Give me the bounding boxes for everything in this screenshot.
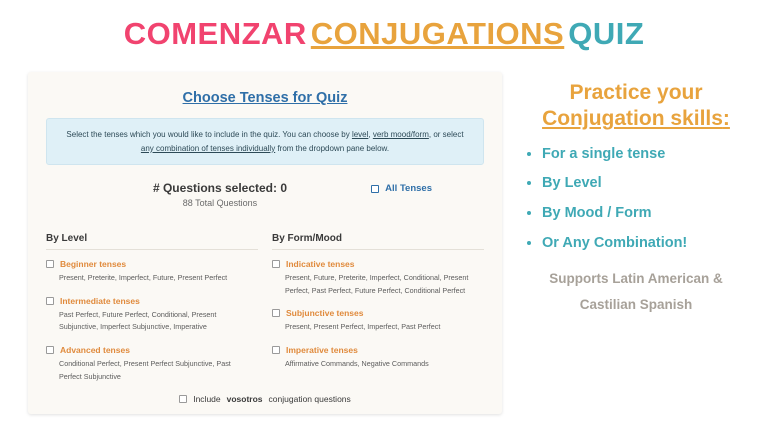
subjunctive-tenses-description: Present, Present Perfect, Imperfect, Past Perfect: [285, 322, 441, 332]
group-imperative-row[interactable]: [272, 345, 484, 355]
right-headline-line2: [512, 106, 760, 132]
vosotros-label-pre: Include: [193, 394, 221, 404]
vosotros-label-bold: vosotros: [226, 394, 263, 404]
title-word-comenzar: COMENZAR: [123, 16, 307, 51]
column-heading-by-level: By Level: [46, 233, 258, 250]
group-subjunctive: [272, 308, 484, 334]
column-by-form-mood: [272, 233, 484, 394]
advanced-tenses-label: Advanced tenses: [60, 344, 130, 355]
column-by-level: [46, 233, 258, 394]
all-tenses-label: All Tenses: [385, 183, 432, 195]
group-intermediate-row[interactable]: [46, 296, 258, 306]
counts-row: [46, 181, 484, 221]
vosotros-checkbox[interactable]: [179, 395, 187, 403]
group-beginner-row[interactable]: [46, 259, 258, 269]
all-tenses-toggle[interactable]: [371, 183, 432, 194]
beginner-tenses-label: Beginner tenses: [60, 259, 127, 270]
intermediate-tenses-description: Past Perfect, Future Perfect, Conditional, Present Subjunctive, Imperfect Subjunctive, Imperative: [59, 309, 217, 332]
total-questions-count: 88 Total Questions: [182, 198, 258, 209]
indicative-tenses-checkbox[interactable]: [272, 260, 280, 268]
all-tenses-checkbox[interactable]: [371, 185, 379, 193]
tense-columns: [46, 233, 484, 394]
intermediate-tenses-checkbox[interactable]: [46, 297, 54, 305]
right-headline-colon: :: [722, 107, 730, 131]
right-headline-underlined: Conjugation skills: [542, 107, 723, 131]
group-indicative: [272, 259, 484, 297]
group-advanced-row[interactable]: [46, 345, 258, 355]
vosotros-option-row[interactable]: [28, 394, 502, 404]
support-note-line1: Supports Latin American &: [549, 271, 723, 287]
imperative-tenses-checkbox[interactable]: [272, 346, 280, 354]
indicative-tenses-label: Indicative tenses: [286, 259, 355, 270]
group-intermediate: [46, 296, 258, 334]
imperative-tenses-label: Imperative tenses: [286, 344, 358, 355]
link-level[interactable]: level: [351, 130, 369, 139]
right-panel: [512, 80, 760, 318]
right-headline-line1: Practice your: [569, 81, 703, 104]
subjunctive-tenses-label: Subjunctive tenses: [286, 308, 364, 319]
info-text-part2: ,: [368, 130, 373, 139]
card-title: Choose Tenses for Quiz: [182, 90, 348, 106]
list-item: • By Mood / Form: [542, 206, 760, 222]
column-heading-by-form-mood: By Form/Mood: [272, 233, 484, 250]
group-subjunctive-row[interactable]: [272, 308, 484, 318]
info-text-part4: from the dropdown pane below.: [275, 143, 390, 153]
vosotros-label-post: conjugation questions: [268, 394, 351, 404]
list-item: • For a single tense: [542, 147, 760, 163]
page-title: [0, 0, 768, 60]
group-imperative: [272, 345, 484, 371]
info-text-part3: , or select: [428, 130, 464, 139]
feature-bullet-list: [512, 147, 760, 253]
list-item: • Or Any Combination!: [542, 236, 760, 252]
support-note: [512, 266, 760, 317]
link-any-combination[interactable]: any combination of tenses individually: [140, 143, 276, 153]
title-word-conjugations: CONJUGATIONS: [310, 16, 565, 51]
tense-selection-card: [28, 72, 502, 414]
beginner-tenses-checkbox[interactable]: [46, 260, 54, 268]
list-item: • By Level: [542, 176, 760, 192]
group-beginner: [46, 259, 258, 285]
title-word-quiz: QUIZ: [568, 16, 645, 51]
group-advanced: [46, 345, 258, 383]
info-banner: [46, 118, 484, 165]
beginner-tenses-description: Present, Preterite, Imperfect, Future, Present Perfect: [59, 273, 228, 283]
subjunctive-tenses-checkbox[interactable]: [272, 309, 280, 317]
link-verb-mood-form[interactable]: verb mood/form: [372, 130, 429, 139]
imperative-tenses-description: Affirmative Commands, Negative Commands: [285, 358, 429, 368]
support-note-line2: Castilian Spanish: [579, 296, 693, 312]
info-text-part1: Select the tenses which you would like to include in the quiz. You can choose by: [66, 130, 352, 139]
indicative-tenses-description: Present, Future, Preterite, Imperfect, Conditional, Present Perfect, Past Perfect, Future Perfect, Conditional Perfect: [285, 273, 469, 295]
advanced-tenses-description: Conditional Perfect, Present Perfect Subjunctive, Past Perfect Subjunctive: [59, 358, 231, 381]
advanced-tenses-checkbox[interactable]: [46, 346, 54, 354]
questions-selected-count: # Questions selected: 0: [152, 181, 288, 196]
group-indicative-row[interactable]: [272, 259, 484, 269]
intermediate-tenses-label: Intermediate tenses: [60, 295, 140, 306]
